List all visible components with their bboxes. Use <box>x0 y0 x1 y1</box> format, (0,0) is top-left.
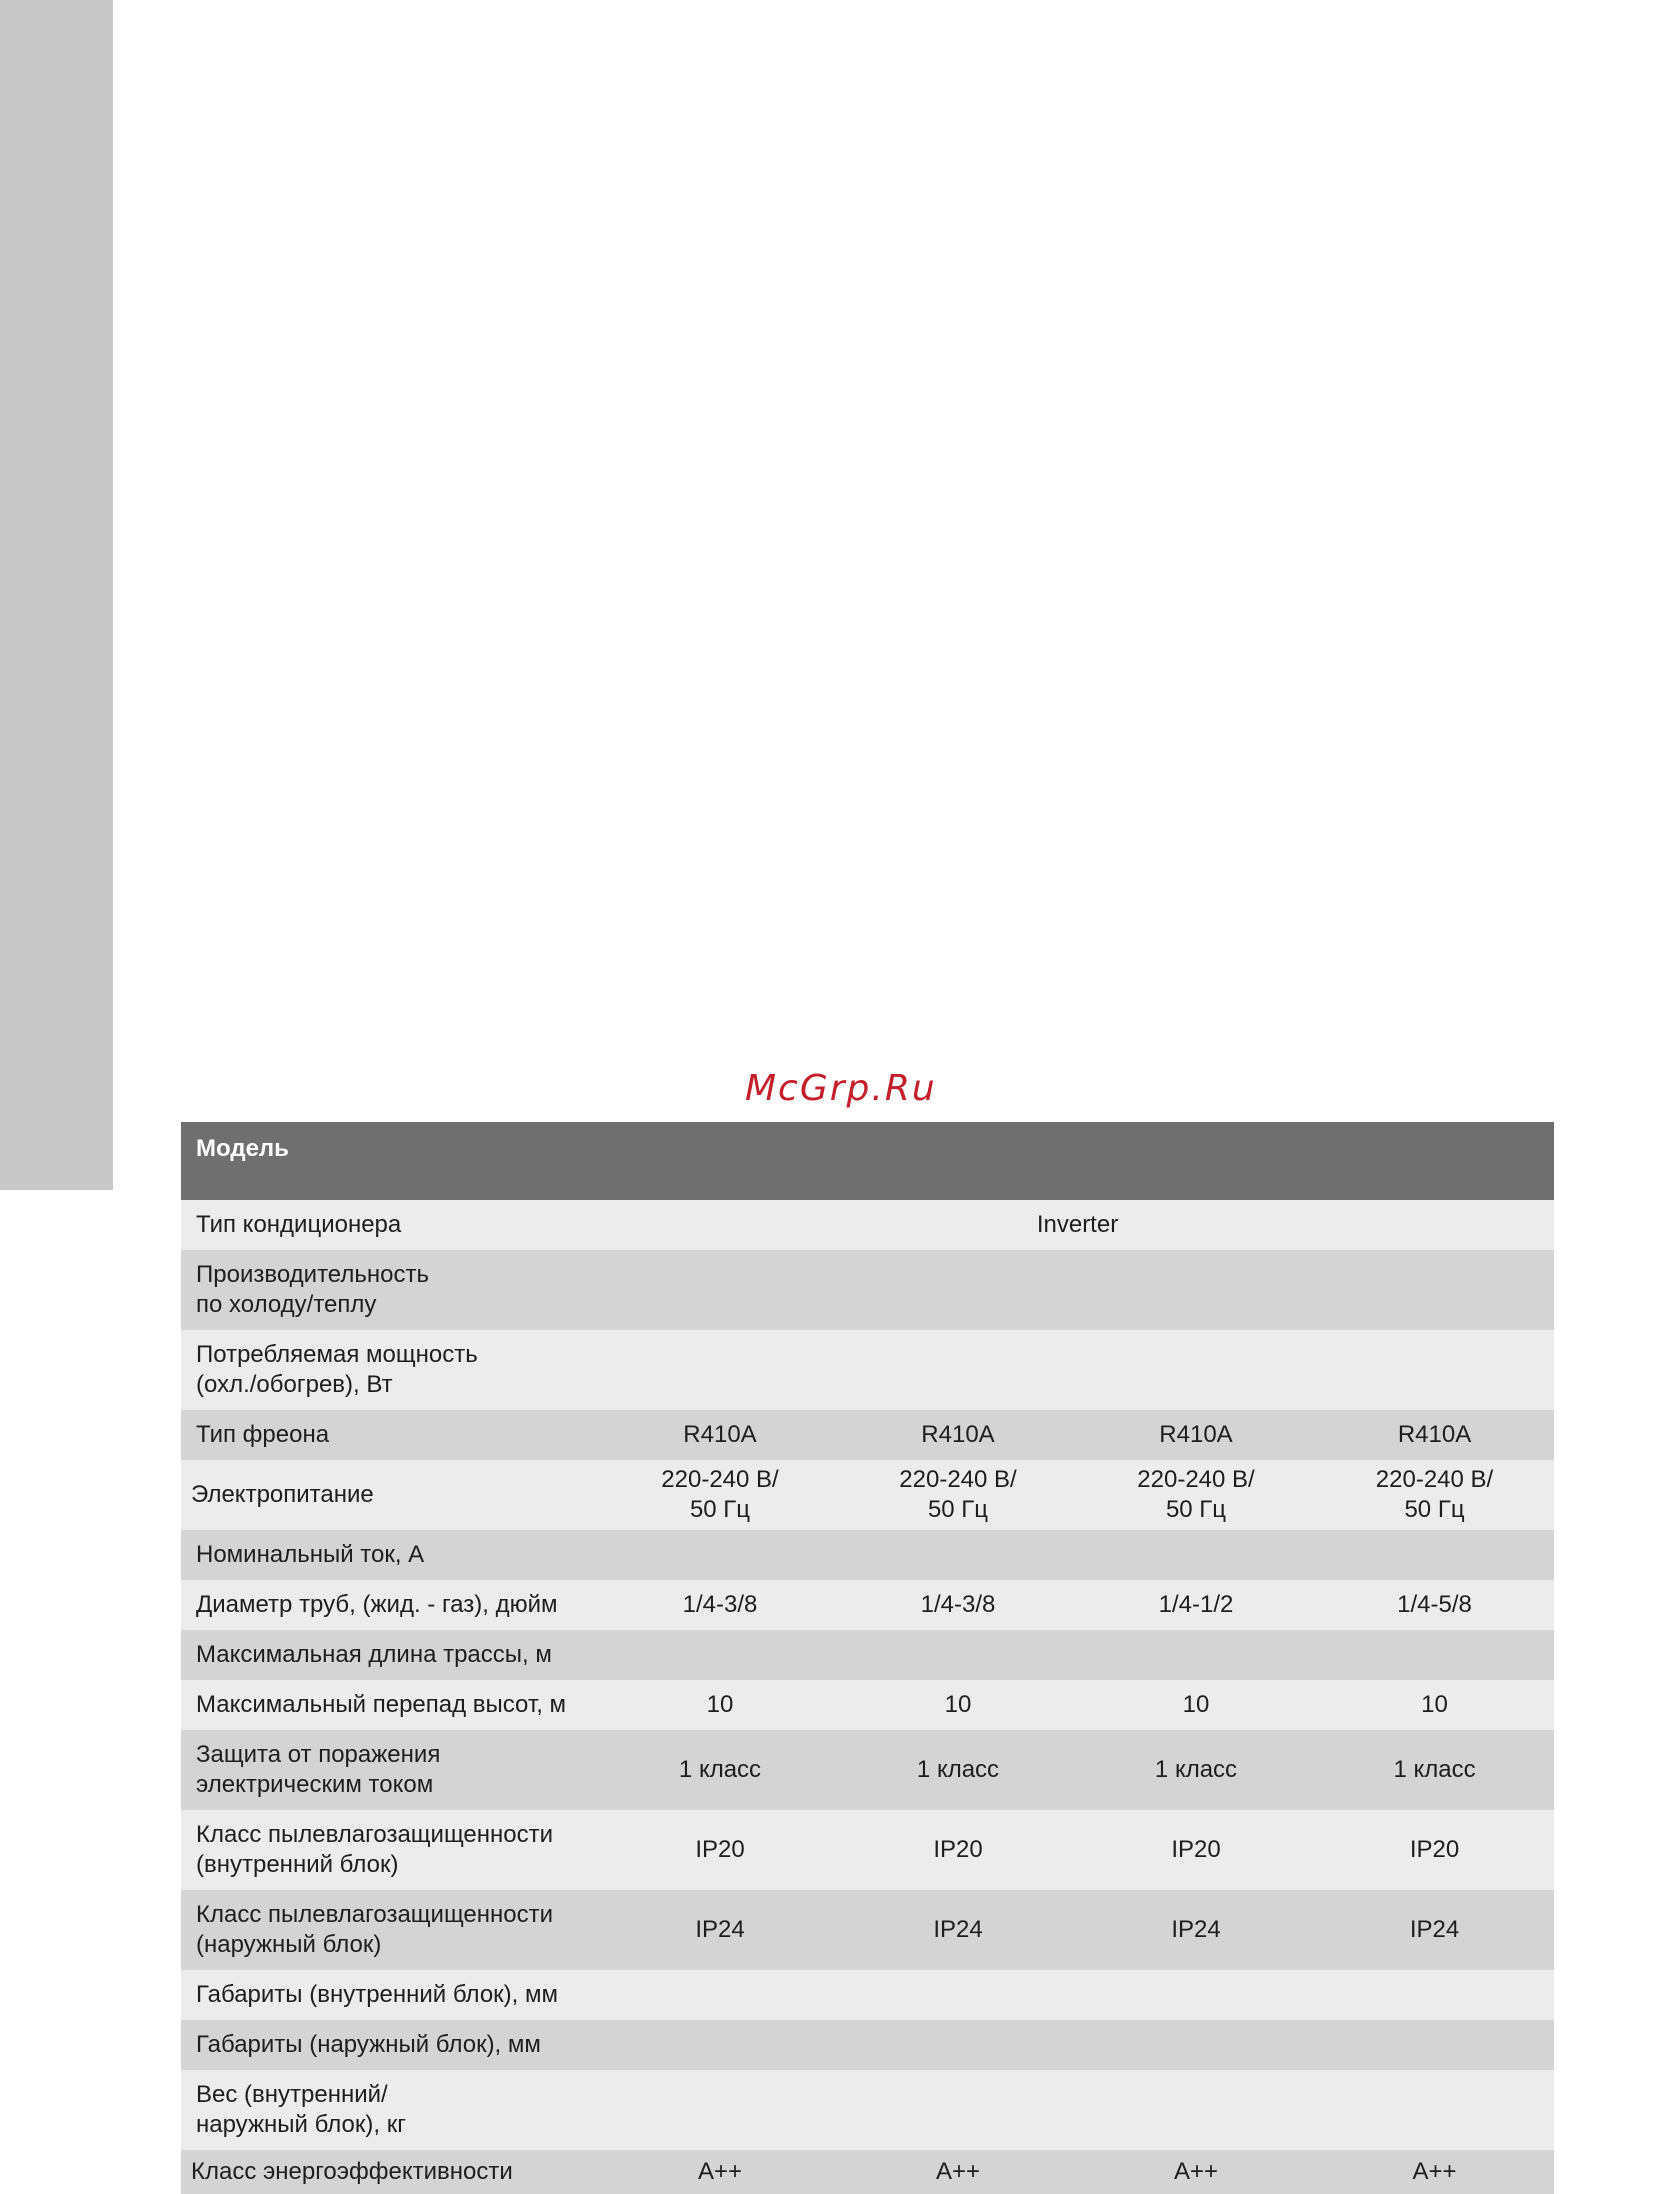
value-cell <box>601 1970 839 2020</box>
value-cell: IP20 <box>839 1810 1077 1890</box>
value-cell <box>1315 1630 1554 1680</box>
value-cell: 10 <box>1077 1680 1315 1730</box>
row-label: Электропитание <box>181 1460 601 1530</box>
value-cell <box>1315 1250 1554 1330</box>
value-cell: R410A <box>1077 1410 1315 1460</box>
row-label: Класс энергоэффективности <box>181 2150 601 2194</box>
value-cell <box>1315 1970 1554 2020</box>
value-cell <box>601 1630 839 1680</box>
row-label: Потребляемая мощность (охл./обогрев), Вт <box>181 1330 601 1410</box>
value-cell: 1/4-5/8 <box>1315 1580 1554 1630</box>
table-row <box>181 1730 1554 1810</box>
value-cell <box>839 1970 1077 2020</box>
table-row <box>181 1810 1554 1890</box>
value-cell <box>601 2020 839 2070</box>
side-bar-decoration <box>0 0 113 1190</box>
value-cell <box>1315 1530 1554 1580</box>
row-label: Тип фреона <box>181 1410 601 1460</box>
table-row <box>181 2150 1554 2194</box>
table-header-row <box>181 1122 1554 1200</box>
value-cell <box>1077 1970 1315 2020</box>
value-cell: IP24 <box>1077 1890 1315 1970</box>
value-cell: 10 <box>1315 1680 1554 1730</box>
row-label: Диаметр труб, (жид. - газ), дюйм <box>181 1580 601 1630</box>
value-cell <box>1077 1330 1315 1410</box>
value-cell: IP20 <box>1315 1810 1554 1890</box>
value-cell <box>1077 1630 1315 1680</box>
value-cell: R410A <box>601 1410 839 1460</box>
row-label: Класс пылевлагозащищенности (наружный блок) <box>181 1890 601 1970</box>
value-cell <box>839 1250 1077 1330</box>
value-cell <box>839 1530 1077 1580</box>
value-cell: 220-240 В/ 50 Гц <box>601 1460 839 1530</box>
value-cell <box>839 1330 1077 1410</box>
table-row <box>181 1530 1554 1580</box>
value-cell: 1 класс <box>839 1730 1077 1810</box>
table-row <box>181 1200 1554 1250</box>
row-label: Максимальная длина трассы, м <box>181 1630 601 1680</box>
value-cell <box>601 1330 839 1410</box>
value-cell: IP20 <box>1077 1810 1315 1890</box>
value-cell: A++ <box>1077 2150 1315 2194</box>
table-row <box>181 1460 1554 1530</box>
value-cell: IP24 <box>601 1890 839 1970</box>
value-cell: 1/4-3/8 <box>839 1580 1077 1630</box>
watermark: McGrp.Ru <box>745 1068 937 1109</box>
value-cell <box>1315 2020 1554 2070</box>
value-cell: 1/4-3/8 <box>601 1580 839 1630</box>
table-row <box>181 1890 1554 1970</box>
row-label: Габариты (внутренний блок), мм <box>181 1970 601 2020</box>
value-cell: 1 класс <box>1077 1730 1315 1810</box>
value-cell: 10 <box>839 1680 1077 1730</box>
table-row <box>181 1410 1554 1460</box>
value-cell: 10 <box>601 1680 839 1730</box>
row-label: Защита от поражения электрическим током <box>181 1730 601 1810</box>
value-cell: 220-240 В/ 50 Гц <box>1315 1460 1554 1530</box>
value-cell <box>839 1630 1077 1680</box>
value-cell <box>601 2070 839 2150</box>
value-cell: 220-240 В/ 50 Гц <box>1077 1460 1315 1530</box>
row-label: Максимальный перепад высот, м <box>181 1680 601 1730</box>
value-cell: 1 класс <box>601 1730 839 1810</box>
value-cell: A++ <box>601 2150 839 2194</box>
value-cell <box>1315 1330 1554 1410</box>
value-cell <box>601 1250 839 1330</box>
value-cell: A++ <box>1315 2150 1554 2194</box>
value-cell <box>1077 1530 1315 1580</box>
value-cell: 1/4-1/2 <box>1077 1580 1315 1630</box>
table-row <box>181 2070 1554 2150</box>
value-cell <box>1315 2070 1554 2150</box>
table-row <box>181 1250 1554 1330</box>
table-row <box>181 1970 1554 2020</box>
row-label: Номинальный ток, А <box>181 1530 601 1580</box>
row-label: Тип кондиционера <box>181 1200 601 1250</box>
value-cell <box>1077 2020 1315 2070</box>
value-cell <box>601 1530 839 1580</box>
value-cell <box>1077 1250 1315 1330</box>
value-cell: R410A <box>839 1410 1077 1460</box>
value-cell <box>839 2070 1077 2150</box>
value-cell: R410A <box>1315 1410 1554 1460</box>
table-row <box>181 1330 1554 1410</box>
header-label: Модель <box>196 1135 289 1162</box>
table-row <box>181 1680 1554 1730</box>
value-cell: 1 класс <box>1315 1730 1554 1810</box>
row-label: Производительность по холоду/теплу <box>181 1250 601 1330</box>
value-cell: IP24 <box>839 1890 1077 1970</box>
value-cell: IP20 <box>601 1810 839 1890</box>
value-cell: 220-240 В/ 50 Гц <box>839 1460 1077 1530</box>
value-cell <box>1077 2070 1315 2150</box>
row-label: Габариты (наружный блок), мм <box>181 2020 601 2070</box>
spec-table <box>181 1122 1554 2194</box>
row-label: Вес (внутренний/ наружный блок), кг <box>181 2070 601 2150</box>
table-row <box>181 1630 1554 1680</box>
row-label: Класс пылевлагозащищенности (внутренний блок) <box>181 1810 601 1890</box>
merged-value-cell: Inverter <box>601 1200 1554 1250</box>
value-cell: A++ <box>839 2150 1077 2194</box>
value-cell: IP24 <box>1315 1890 1554 1970</box>
table-row <box>181 1580 1554 1630</box>
value-cell <box>839 2020 1077 2070</box>
table-row <box>181 2020 1554 2070</box>
